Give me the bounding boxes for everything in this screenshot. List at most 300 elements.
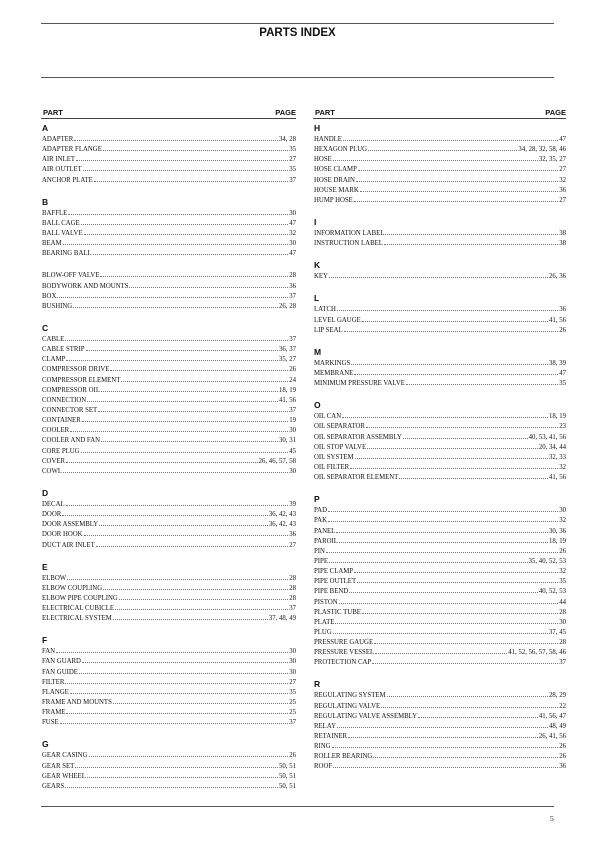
dot-leader bbox=[74, 140, 278, 141]
part-name: LEVEL GAUGE bbox=[314, 316, 361, 324]
index-entry bbox=[313, 186, 566, 196]
dot-leader bbox=[335, 623, 558, 624]
page-reference: 37 bbox=[289, 176, 296, 184]
page-reference: 32, 35, 27 bbox=[538, 156, 566, 164]
dot-leader bbox=[403, 438, 528, 439]
part-name: HOUSE MARK bbox=[314, 186, 359, 194]
part-name: AIR OUTLET bbox=[42, 166, 82, 174]
index-entry bbox=[41, 345, 296, 355]
dot-leader bbox=[332, 747, 559, 748]
index-entry bbox=[313, 422, 566, 432]
part-name: MARKINGS bbox=[314, 359, 351, 367]
part-name: PIPE bbox=[314, 557, 328, 565]
page-reference: 47 bbox=[289, 250, 296, 258]
section-letter: F bbox=[42, 635, 48, 646]
part-name: AIR INLET bbox=[42, 156, 76, 164]
part-name: RING bbox=[314, 743, 331, 751]
index-entry bbox=[313, 369, 566, 379]
dot-leader bbox=[336, 532, 548, 533]
dot-leader bbox=[87, 401, 278, 402]
section-spacer bbox=[313, 389, 566, 396]
index-entry bbox=[41, 386, 296, 396]
page-reference: 32 bbox=[289, 229, 296, 237]
section-letter: E bbox=[42, 561, 48, 572]
index-entry bbox=[313, 618, 566, 628]
page-reference: 30 bbox=[289, 658, 296, 666]
index-entry bbox=[313, 443, 566, 453]
dot-leader bbox=[83, 170, 288, 171]
page-reference: 30 bbox=[289, 668, 296, 676]
page-reference: 47 bbox=[289, 219, 296, 227]
page-reference: 50, 51 bbox=[279, 772, 296, 780]
index-entry bbox=[41, 436, 296, 446]
part-name: PIPE BEND bbox=[314, 588, 349, 596]
index-entry bbox=[313, 547, 566, 557]
index-entry bbox=[313, 691, 566, 701]
part-name: ELECTRICAL CUBICLE bbox=[42, 605, 115, 613]
index-entry bbox=[41, 668, 296, 678]
dot-leader bbox=[129, 287, 288, 288]
page-reference: 27 bbox=[289, 156, 296, 164]
part-name: PIN bbox=[314, 547, 325, 555]
section-spacer bbox=[41, 477, 296, 484]
dot-leader bbox=[367, 448, 538, 449]
dot-leader bbox=[79, 673, 288, 674]
index-entry bbox=[313, 742, 566, 752]
index-entry bbox=[313, 516, 566, 526]
dot-leader bbox=[375, 653, 507, 654]
part-name: OIL STOP VALVE bbox=[314, 443, 367, 451]
index-entry bbox=[313, 463, 566, 473]
page-reference: 37 bbox=[289, 292, 296, 300]
part-name: HOSE CLAMP bbox=[314, 166, 357, 174]
dot-leader bbox=[374, 643, 558, 644]
page-reference: 32, 33 bbox=[549, 453, 566, 461]
index-entry bbox=[313, 557, 566, 567]
part-name: REGULATING SYSTEM bbox=[314, 692, 386, 700]
page-reference: 50, 51 bbox=[279, 782, 296, 790]
page-reference: 39 bbox=[289, 500, 296, 508]
index-entry bbox=[41, 698, 296, 708]
index-entry bbox=[313, 412, 566, 422]
page-reference: 41, 56 bbox=[549, 474, 566, 482]
part-name: CLAMP bbox=[42, 356, 66, 364]
dot-leader bbox=[98, 411, 288, 412]
dot-leader bbox=[89, 756, 289, 757]
page-reference: 34, 28 bbox=[279, 136, 296, 143]
page-reference: 26 bbox=[289, 752, 296, 760]
part-column-header: PART bbox=[315, 108, 335, 117]
index-entry bbox=[41, 447, 296, 457]
dot-leader bbox=[350, 468, 558, 469]
index-entry bbox=[313, 316, 566, 326]
dot-leader bbox=[115, 609, 288, 610]
part-name: ADAPTER FLANGE bbox=[42, 146, 102, 154]
dot-leader bbox=[368, 150, 517, 151]
dot-leader bbox=[110, 370, 288, 371]
index-entry bbox=[313, 567, 566, 577]
page-reference: 35, 27 bbox=[279, 356, 296, 364]
dot-leader bbox=[357, 582, 558, 583]
part-name: ANCHOR PLATE bbox=[42, 176, 93, 184]
dot-leader bbox=[73, 307, 278, 308]
part-name: PAD bbox=[314, 507, 327, 515]
section-letter: H bbox=[314, 123, 321, 133]
page-reference: 40, 53, 41, 56 bbox=[528, 433, 566, 441]
part-name: ELBOW PIPE COUPLING bbox=[42, 594, 118, 602]
index-entry bbox=[313, 506, 566, 516]
dot-leader bbox=[94, 181, 288, 182]
page-reference: 28 bbox=[289, 574, 296, 582]
dot-leader bbox=[103, 150, 288, 151]
page-reference: 26 bbox=[559, 547, 566, 555]
dot-leader bbox=[99, 525, 268, 526]
part-name: PLUG bbox=[314, 628, 332, 636]
section-letter: A bbox=[42, 123, 49, 133]
part-name: PRESSURE GAUGE bbox=[314, 639, 374, 647]
index-entry bbox=[313, 732, 566, 742]
index-entry bbox=[41, 708, 296, 718]
page-reference: 18, 19 bbox=[549, 413, 566, 421]
dot-leader bbox=[65, 683, 288, 684]
part-name: COMPRESSOR OIL bbox=[42, 386, 100, 394]
part-name: OIL CAN bbox=[314, 413, 342, 421]
dot-leader bbox=[362, 321, 548, 322]
index-entry bbox=[41, 416, 296, 426]
page-reference: 28 bbox=[289, 272, 296, 280]
part-name: REGULATING VALVE ASSEMBLY bbox=[314, 712, 418, 720]
index-entry bbox=[313, 628, 566, 638]
part-name: FUSE bbox=[42, 719, 59, 727]
part-column-header: PART bbox=[43, 108, 63, 117]
dot-leader bbox=[373, 757, 558, 758]
part-name: BALL CAGE bbox=[42, 219, 80, 227]
page-reference: 28 bbox=[289, 594, 296, 602]
page-reference: 26 bbox=[559, 743, 566, 751]
dot-leader bbox=[101, 391, 278, 392]
page-reference: 32 bbox=[559, 517, 566, 525]
page-reference: 35 bbox=[559, 578, 566, 586]
page-reference: 20, 34, 44 bbox=[538, 443, 566, 451]
part-name: BEAM bbox=[42, 240, 62, 248]
index-entry bbox=[313, 598, 566, 608]
page-reference: 34, 28, 32, 58, 46 bbox=[518, 146, 566, 154]
index-entry bbox=[313, 762, 566, 772]
dot-leader bbox=[384, 244, 558, 245]
part-name: GEAR WHEEL bbox=[42, 772, 86, 780]
dot-leader bbox=[113, 703, 288, 704]
page-column-header: PAGE bbox=[275, 108, 296, 117]
part-name: FAN GUARD bbox=[42, 658, 81, 666]
top-rule bbox=[41, 23, 554, 24]
index-entry bbox=[41, 574, 296, 584]
dot-leader bbox=[358, 170, 558, 171]
part-name: REGULATING VALVE bbox=[314, 702, 381, 710]
part-name: COMPRESSOR DRIVE bbox=[42, 366, 110, 374]
section-spacer bbox=[313, 206, 566, 213]
index-entry bbox=[41, 282, 296, 292]
part-name: RELAY bbox=[314, 722, 337, 730]
section-spacer bbox=[41, 186, 296, 193]
section-spacer bbox=[41, 624, 296, 631]
dot-leader bbox=[68, 214, 288, 215]
page-reference: 30 bbox=[289, 209, 296, 217]
index-entry bbox=[41, 541, 296, 551]
index-entry bbox=[313, 537, 566, 547]
page-reference: 38, 39 bbox=[549, 359, 566, 367]
index-entry bbox=[313, 702, 566, 712]
index-entry bbox=[41, 271, 296, 281]
dot-leader bbox=[119, 599, 288, 600]
dot-leader bbox=[339, 542, 548, 543]
index-entry bbox=[313, 712, 566, 722]
index-entry bbox=[41, 239, 296, 249]
index-entry bbox=[41, 594, 296, 604]
dot-leader bbox=[329, 277, 548, 278]
section-spacer bbox=[41, 312, 296, 319]
page-reference: 28, 29 bbox=[549, 692, 566, 700]
page-reference: 18, 19 bbox=[549, 537, 566, 545]
index-entry bbox=[41, 657, 296, 667]
dot-leader bbox=[84, 234, 289, 235]
part-name: PAROIL bbox=[314, 537, 338, 545]
dot-leader bbox=[57, 297, 288, 298]
section-spacer bbox=[313, 668, 566, 675]
dot-leader bbox=[96, 546, 288, 547]
page-reference: 30, 31 bbox=[279, 437, 296, 445]
section-spacer bbox=[41, 551, 296, 558]
dot-leader bbox=[56, 652, 288, 653]
page-reference: 41, 56 bbox=[279, 396, 296, 404]
part-name: COOLER AND FAN bbox=[42, 437, 101, 445]
dot-leader bbox=[60, 723, 289, 724]
part-name: COVER bbox=[42, 457, 66, 465]
page-reference: 35 bbox=[559, 380, 566, 388]
part-name: ELBOW COUPLING bbox=[42, 584, 103, 592]
page-reference: 27 bbox=[289, 541, 296, 549]
index-entry bbox=[41, 165, 296, 175]
page-reference: 37 bbox=[559, 659, 566, 667]
part-name: PLASTIC TUBE bbox=[314, 608, 361, 616]
part-name: COWL bbox=[42, 467, 63, 475]
part-name: ADAPTER bbox=[42, 136, 74, 143]
dot-leader bbox=[66, 505, 289, 506]
index-entry bbox=[313, 453, 566, 463]
index-entry bbox=[41, 520, 296, 530]
part-name: INFORMATION LABEL bbox=[314, 229, 385, 237]
page-reference: 36 bbox=[559, 763, 566, 771]
page-reference: 38 bbox=[559, 229, 566, 237]
page-reference: 30 bbox=[289, 467, 296, 475]
index-entry bbox=[41, 219, 296, 229]
part-name: ELBOW bbox=[42, 574, 67, 582]
section-spacer bbox=[313, 483, 566, 490]
dot-leader bbox=[356, 181, 558, 182]
dot-leader bbox=[86, 350, 279, 351]
index-entry bbox=[41, 155, 296, 165]
part-name: OIL SEPARATOR bbox=[314, 423, 365, 431]
section-spacer bbox=[313, 336, 566, 343]
index-entry bbox=[313, 229, 566, 239]
dot-leader bbox=[372, 663, 558, 664]
part-name: OIL SEPARATOR ASSEMBLY bbox=[314, 433, 402, 441]
page-reference: 37 bbox=[289, 335, 296, 343]
dot-leader bbox=[360, 191, 558, 192]
section-letter: P bbox=[314, 494, 320, 505]
dot-leader bbox=[333, 767, 558, 768]
section-letter: C bbox=[42, 322, 49, 333]
part-name: PROTECTION CAP bbox=[314, 659, 372, 667]
dot-leader bbox=[328, 511, 558, 512]
part-name: FRAME AND MOUNTS bbox=[42, 699, 112, 707]
dot-leader bbox=[82, 421, 288, 422]
part-name: BOX bbox=[42, 292, 57, 300]
page-reference: 37, 45 bbox=[549, 628, 566, 636]
part-name: BAFFLE bbox=[42, 209, 68, 217]
dot-leader bbox=[339, 603, 559, 604]
page-reference: 30 bbox=[559, 507, 566, 515]
dot-leader bbox=[348, 737, 538, 738]
page-reference: 28 bbox=[559, 639, 566, 647]
group-spacer bbox=[41, 259, 296, 271]
page-reference: 36, 37 bbox=[279, 346, 296, 354]
section-letter: K bbox=[314, 260, 321, 271]
page-reference: 44 bbox=[559, 598, 566, 606]
page-reference: 26 bbox=[289, 366, 296, 374]
page-reference: 26 bbox=[559, 753, 566, 761]
index-entry bbox=[313, 608, 566, 618]
page-reference: 32 bbox=[559, 463, 566, 471]
index-entry bbox=[41, 335, 296, 345]
page-reference: 19 bbox=[289, 417, 296, 425]
index-entry bbox=[41, 355, 296, 365]
dot-leader bbox=[100, 276, 288, 277]
part-name: BUSHING bbox=[42, 302, 73, 310]
page-reference: 36, 42, 43 bbox=[268, 521, 296, 529]
index-entry bbox=[313, 648, 566, 658]
part-name: CORE PLUG bbox=[42, 447, 80, 455]
dot-leader bbox=[84, 535, 289, 536]
dot-leader bbox=[366, 427, 558, 428]
dot-leader bbox=[399, 478, 548, 479]
part-name: OIL SYSTEM bbox=[314, 453, 354, 461]
part-name: PIPE CLAMP bbox=[314, 568, 354, 576]
index-entry bbox=[41, 176, 296, 186]
section-letter: I bbox=[314, 216, 317, 227]
index-sections bbox=[41, 123, 296, 799]
page-reference: 36 bbox=[289, 531, 296, 539]
index-entry bbox=[313, 135, 566, 145]
part-name: DOOR ASSEMBLY bbox=[42, 521, 99, 529]
page-reference: 23 bbox=[559, 423, 566, 431]
section-letter: O bbox=[314, 400, 321, 411]
index-entry bbox=[41, 718, 296, 728]
dot-leader bbox=[63, 472, 288, 473]
page-reference: 27 bbox=[559, 196, 566, 204]
index-entry bbox=[313, 433, 566, 443]
part-name: HOSE bbox=[314, 156, 332, 164]
page-reference: 27 bbox=[559, 166, 566, 174]
dot-leader bbox=[337, 727, 548, 728]
part-name: FILTER bbox=[42, 678, 65, 686]
page-reference: 41, 56, 47 bbox=[538, 712, 566, 720]
part-name: DOOR bbox=[42, 511, 62, 519]
part-name: CONTAINER bbox=[42, 417, 81, 425]
part-name: COOLER bbox=[42, 427, 70, 435]
part-name: OIL SEPARATOR ELEMENT bbox=[314, 474, 399, 482]
part-name: GEAR SET bbox=[42, 762, 75, 770]
page-reference: 41, 52, 56, 57, 58, 46 bbox=[508, 649, 566, 657]
index-entry bbox=[41, 457, 296, 467]
index-column-left bbox=[41, 108, 296, 799]
index-entry bbox=[313, 145, 566, 155]
part-name: CABLE STRIP bbox=[42, 346, 85, 354]
index-entry bbox=[41, 762, 296, 772]
dot-leader bbox=[351, 364, 548, 365]
dot-leader bbox=[103, 589, 288, 590]
index-entry bbox=[41, 249, 296, 259]
index-entry bbox=[41, 500, 296, 510]
page-column-header: PAGE bbox=[545, 108, 566, 117]
index-entry bbox=[313, 272, 566, 282]
column-header bbox=[313, 108, 566, 119]
part-name: HANDLE bbox=[314, 136, 342, 143]
index-entry bbox=[41, 510, 296, 520]
section-letter: M bbox=[314, 346, 322, 357]
page-reference: 27 bbox=[289, 678, 296, 686]
dot-leader bbox=[355, 458, 548, 459]
dot-leader bbox=[87, 777, 278, 778]
part-name: PRESSURE VESSEL bbox=[314, 649, 375, 657]
part-name: LATCH bbox=[314, 306, 336, 314]
index-entry bbox=[313, 473, 566, 483]
page-reference: 25 bbox=[289, 709, 296, 717]
index-entry bbox=[41, 135, 296, 145]
dot-leader bbox=[328, 521, 558, 522]
index-entry bbox=[313, 752, 566, 762]
page-reference: 30 bbox=[559, 618, 566, 626]
dot-leader bbox=[385, 234, 558, 235]
section-letter: D bbox=[42, 487, 49, 498]
dot-leader bbox=[354, 201, 558, 202]
dot-leader bbox=[406, 384, 558, 385]
index-entry bbox=[41, 647, 296, 657]
page-reference: 22 bbox=[559, 702, 566, 710]
dot-leader bbox=[418, 717, 538, 718]
part-name: ROLLER BEARING bbox=[314, 753, 373, 761]
page-reference: 30, 36 bbox=[549, 527, 566, 535]
page-reference: 41, 56 bbox=[549, 316, 566, 324]
part-name: FRAME bbox=[42, 709, 66, 717]
dot-leader bbox=[76, 160, 288, 161]
part-name: DECAL bbox=[42, 500, 65, 508]
part-name: HEXAGON PLUG bbox=[314, 146, 368, 154]
dot-leader bbox=[63, 244, 289, 245]
index-entry bbox=[41, 229, 296, 239]
index-entry bbox=[313, 638, 566, 648]
part-name: MINIMUM PRESSURE VALVE bbox=[314, 380, 405, 388]
index-entry bbox=[313, 527, 566, 537]
dot-leader bbox=[354, 374, 558, 375]
part-name: CONNECTOR SET bbox=[42, 406, 98, 414]
page-reference: 28 bbox=[289, 584, 296, 592]
page-reference: 35 bbox=[289, 688, 296, 696]
dot-leader bbox=[81, 224, 289, 225]
part-name: PAK bbox=[314, 517, 327, 525]
section-letter: L bbox=[314, 293, 320, 304]
dot-leader bbox=[113, 619, 268, 620]
dot-leader bbox=[333, 633, 548, 634]
